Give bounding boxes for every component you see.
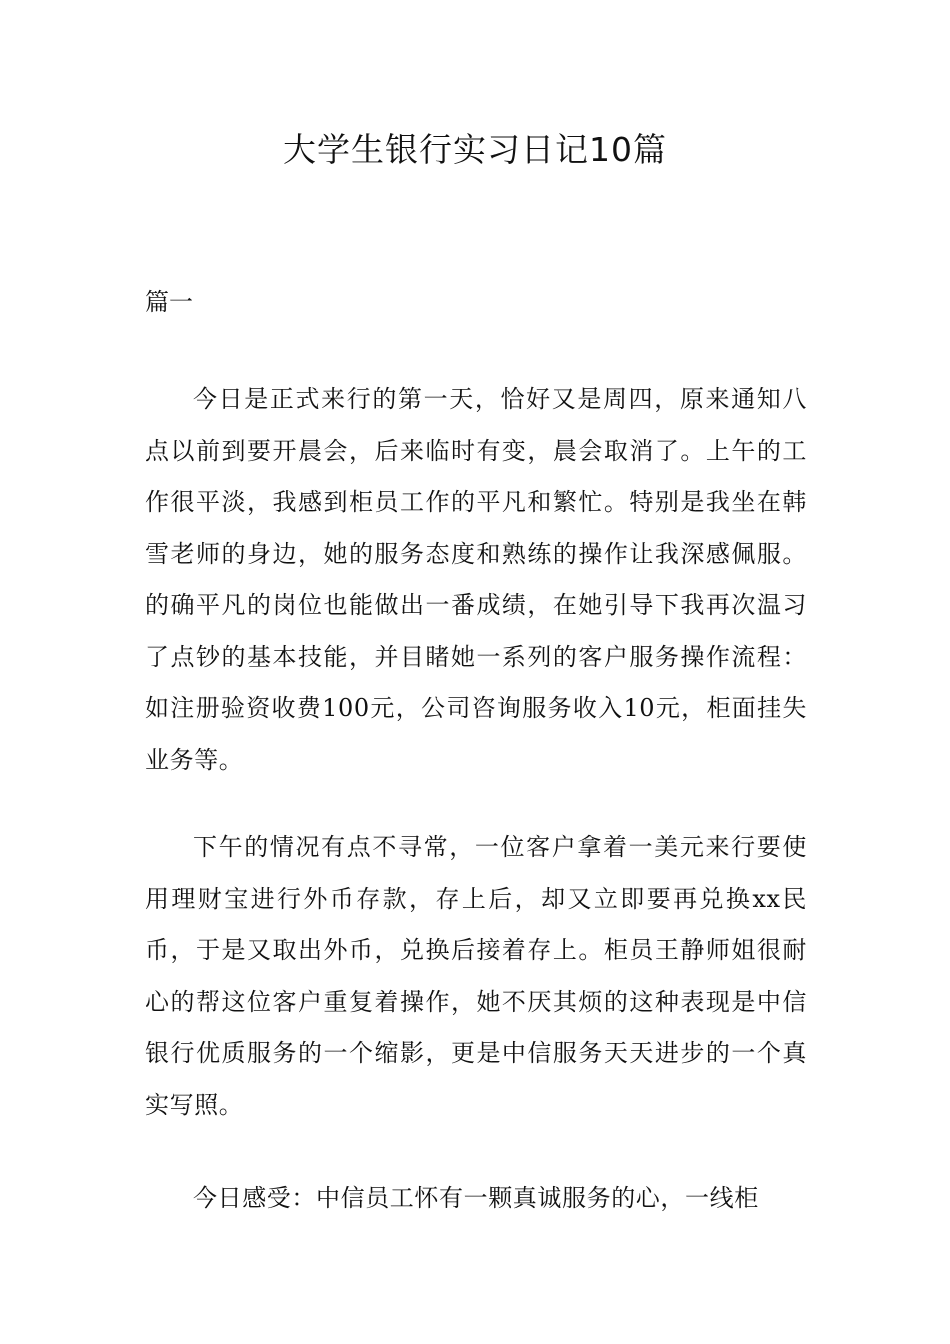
- document-title: 大学生银行实习日记10篇: [283, 130, 667, 169]
- paragraph-1: 今日是正式来行的第一天，恰好又是周四，原来通知八点以前到要开晨会，后来临时有变，晨会取消了。上午的工作很平淡，我感到柜员工作的平凡和繁忙。特别是我坐在韩雪老师的身边，她的服务态度和熟练的操作让我深感佩服。的确平凡的岗位也能做出一番成绩，在她引导下我再次温习了点钞的基本技能，并目睹她一系列的客户服务操作流程：如注册验资收费100元，公司咨询服务收入10元，柜面挂失业务等。: [145, 385, 807, 774]
- paragraph-3: 今日感受：中信员工怀有一颗真诚服务的心，一线柜: [193, 1184, 759, 1212]
- section-heading: 篇一: [145, 288, 193, 316]
- paragraph-2: 下午的情况有点不寻常，一位客户拿着一美元来行要使用理财宝进行外币存款，存上后，却又立即要再兑换xx民币，于是又取出外币，兑换后接着存上。柜员王静师姐很耐心的帮这位客户重复着操作，她不厌其烦的这种表现是中信银行优质服务的一个缩影，更是中信服务天天进步的一个真实写照。: [145, 833, 807, 1119]
